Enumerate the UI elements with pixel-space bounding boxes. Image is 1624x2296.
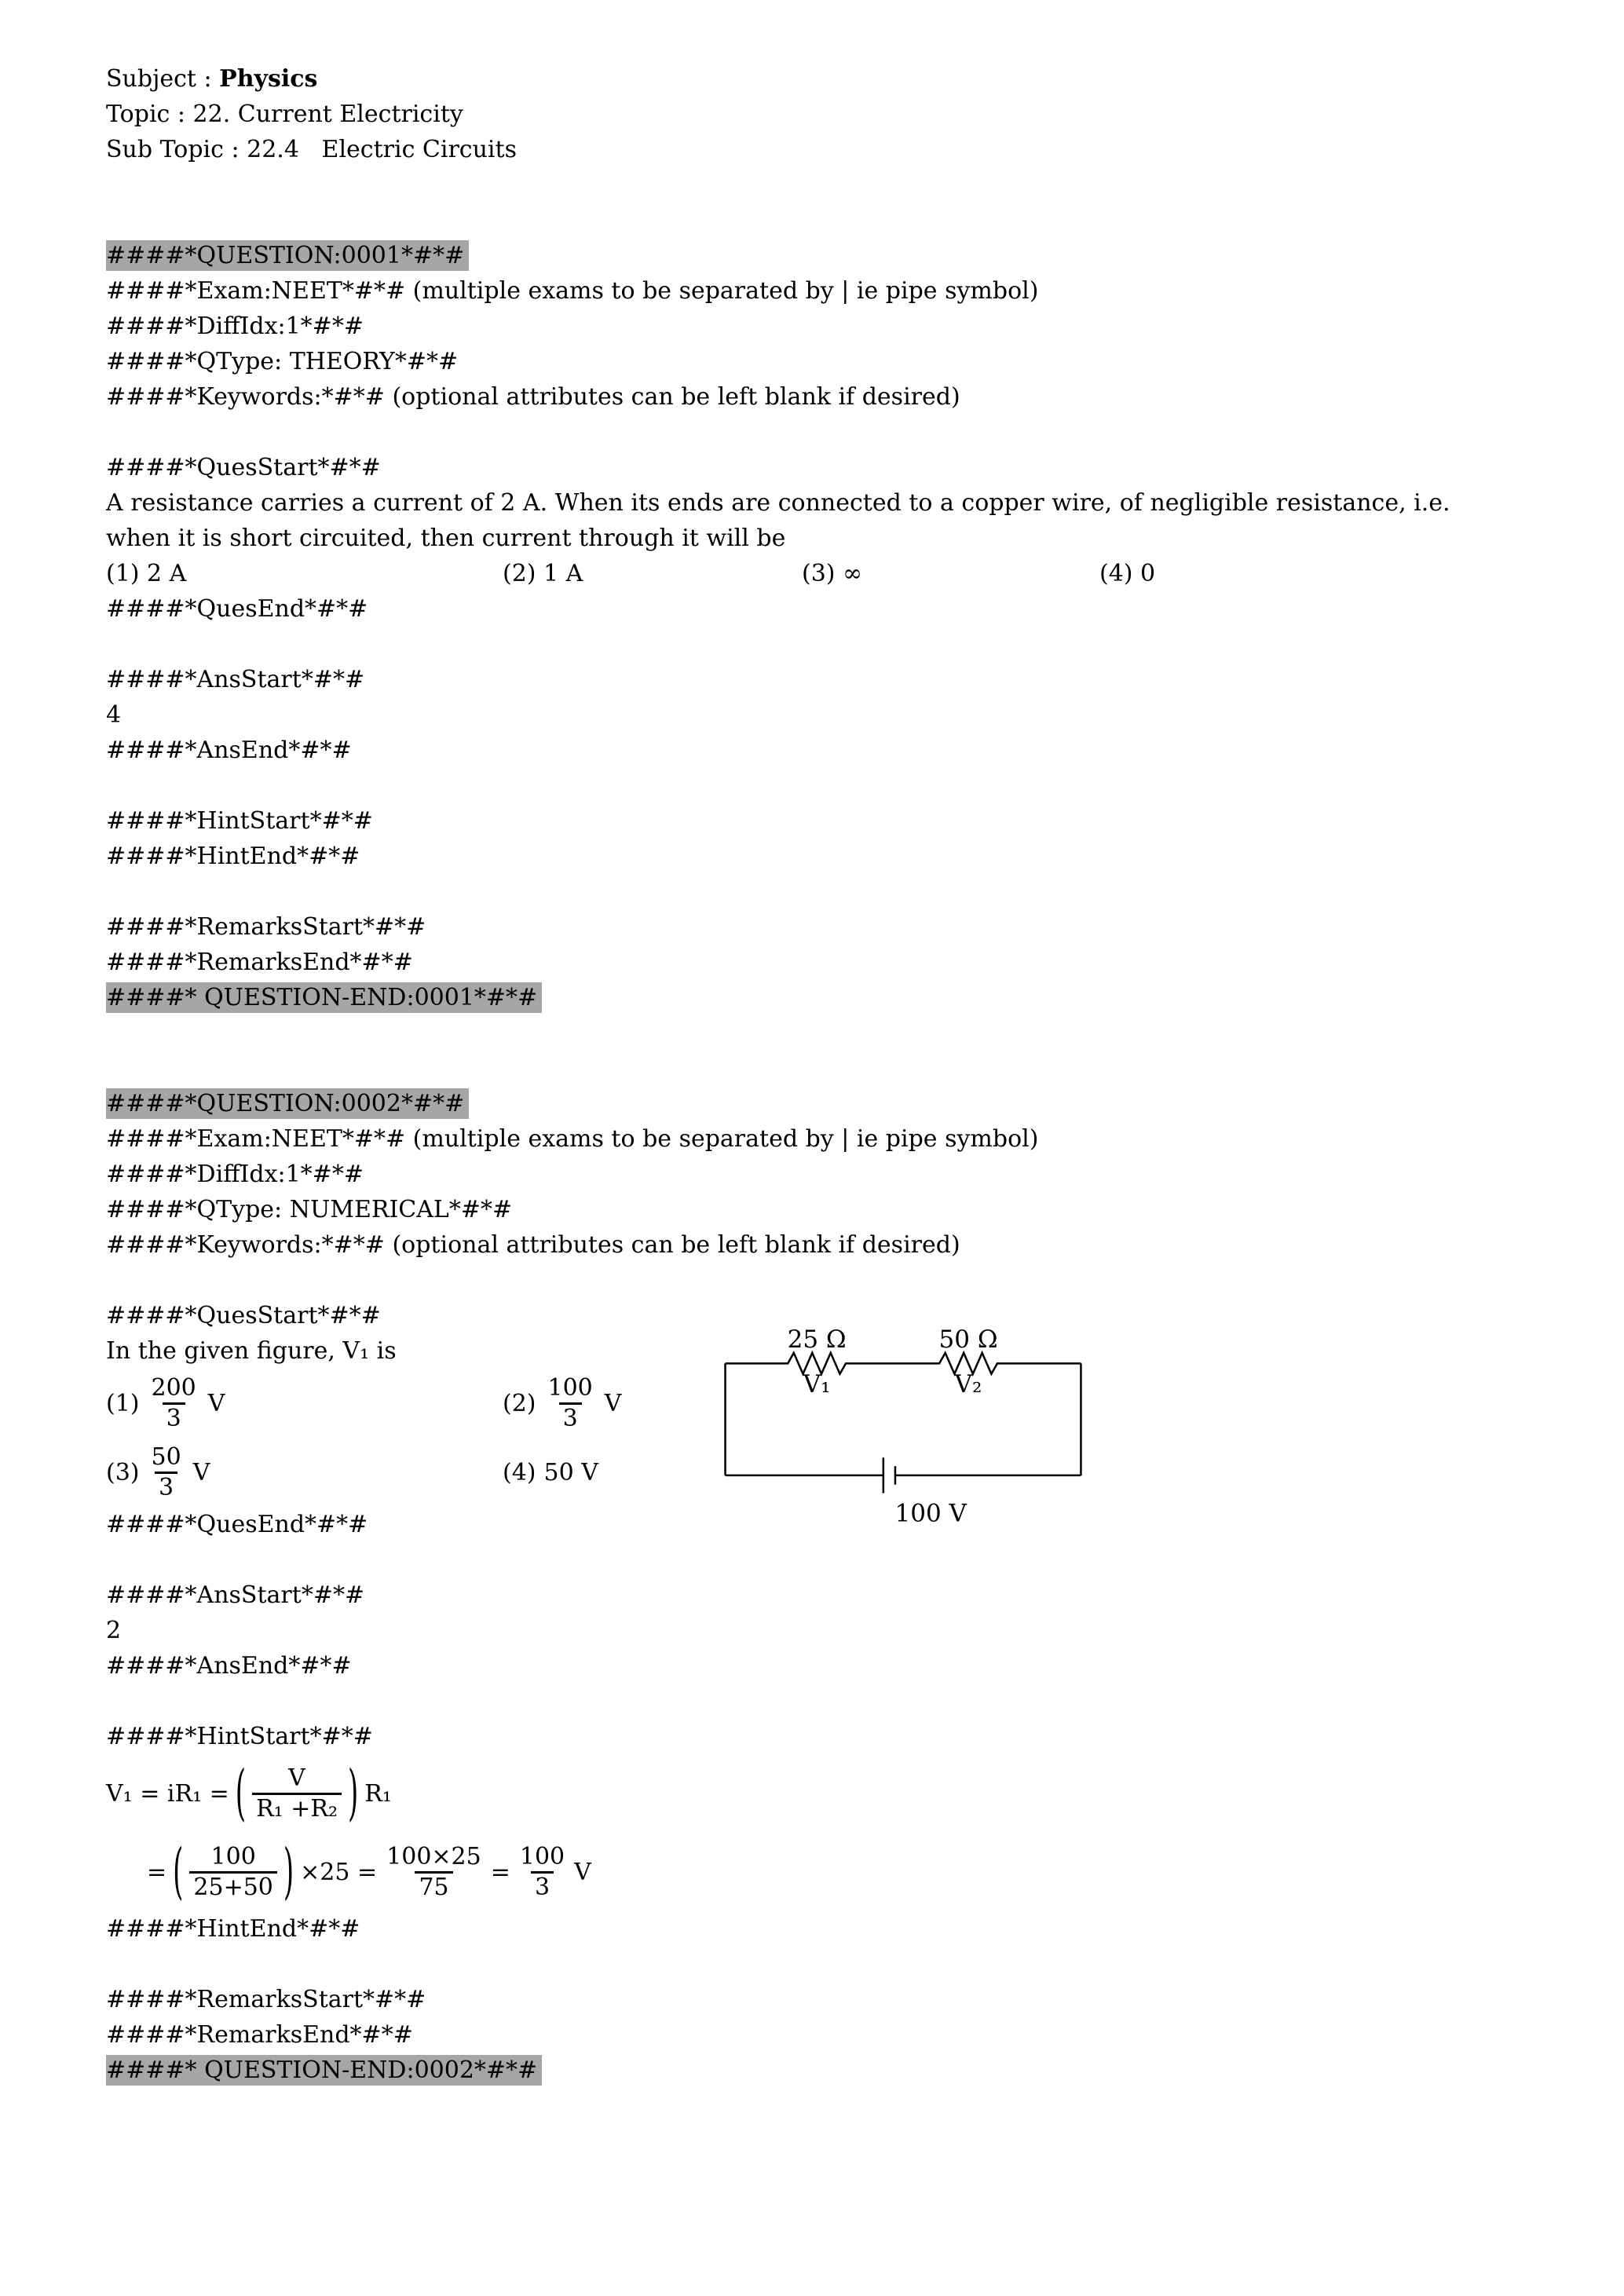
hint-fraction-100-over-3 [516, 1843, 569, 1901]
subtopic-line: Sub Topic : 22.4 Electric Circuits [106, 136, 517, 163]
q1-questionend-marker: ####* QUESTION-END:0001*#*# [106, 982, 542, 1013]
q1-exam-marker: ####*Exam:NEET*#*# (multiple exams to be separated by | ie pipe symbol) [106, 277, 1039, 305]
q2-option-4-label: (4) [503, 1458, 536, 1486]
subject-line [106, 61, 1518, 97]
subject-label: Subject : [106, 65, 220, 93]
q1-remarksstart-marker: ####*RemarksStart*#*# [106, 913, 426, 941]
q1-answer-value: 4 [106, 701, 122, 729]
q2-ansend-marker: ####*AnsEnd*#*# [106, 1652, 352, 1680]
q1-option-3: (3) ∞ [802, 560, 863, 587]
fraction-denominator: 3 [559, 1402, 582, 1432]
open-paren: ( [235, 1758, 247, 1829]
q2-question-marker: ####*QUESTION:0002*#*# [106, 1088, 469, 1119]
q2-option-3-fraction [148, 1443, 185, 1501]
q1-hintstart-marker: ####*HintStart*#*# [106, 807, 373, 835]
q2-option-2-label: (2) [503, 1389, 536, 1417]
blank-line [106, 874, 1518, 909]
q2-quesend-marker: ####*QuesEnd*#*# [106, 1511, 368, 1538]
q2-option-4-value: 50 V [543, 1458, 598, 1486]
q1-ansend-marker: ####*AnsEnd*#*# [106, 737, 352, 764]
q1-questionend-marker-line [106, 980, 1518, 1015]
fraction-denominator: 3 [531, 1871, 554, 1901]
fraction-numerator: 50 [151, 1443, 181, 1472]
blank-line [106, 1263, 1518, 1298]
close-paren: ) [347, 1758, 359, 1829]
q1-quesend-marker: ####*QuesEnd*#*# [106, 595, 368, 623]
open-paren: ( [173, 1837, 184, 1907]
fraction-numerator: 100×25 [386, 1843, 481, 1871]
fraction-numerator: V [288, 1764, 305, 1793]
q2-questionend-marker: ####* QUESTION-END:0002*#*# [106, 2055, 542, 2086]
hint-lhs: V₁ = iR₁ = [106, 1779, 229, 1808]
blank-line [106, 1542, 1518, 1578]
q2-option-3-label: (3) [106, 1458, 140, 1486]
subject-value: Physics [219, 65, 318, 93]
equals-sign: = [147, 1858, 167, 1886]
fraction-numerator: 100 [210, 1843, 256, 1871]
q2-hint-formula-line-2 [147, 1833, 1518, 1911]
q1-quesstart-marker: ####*QuesStart*#*# [106, 454, 381, 481]
q2-qtype-marker: ####*QType: NUMERICAL*#*# [106, 1196, 513, 1223]
question-block-1 [106, 238, 1518, 1015]
circuit-top-wire-with-resistors [726, 1353, 1081, 1374]
blank-line [106, 167, 1518, 203]
hint-rhs-r1: R₁ [364, 1779, 392, 1808]
blank-line [106, 203, 1518, 238]
circuit-diagram [719, 1324, 1088, 1528]
q2-question-marker-line [106, 1086, 1518, 1121]
battery-voltage-label: 100 V [894, 1499, 967, 1528]
blank-line [106, 768, 1518, 803]
fraction-denominator: R₁ +R₂ [252, 1793, 342, 1823]
hint-fraction-2500-over-75 [382, 1843, 485, 1901]
resistor2-value-label: 50 Ω [938, 1325, 998, 1355]
q2-option-3-unit: V [192, 1458, 210, 1486]
resistor1-value-label: 25 Ω [787, 1325, 847, 1355]
blank-line [106, 1684, 1518, 1719]
q2-ansstart-marker: ####*AnsStart*#*# [106, 1581, 365, 1609]
q2-option-1 [106, 1374, 503, 1432]
hint-fraction-100-over-75 [189, 1843, 276, 1901]
blank-line [106, 1051, 1518, 1086]
q1-question-marker: ####*QUESTION:0001*#*# [106, 240, 469, 271]
q2-hint-formula-line-1 [106, 1754, 1518, 1833]
v2-label: V₂ [954, 1370, 982, 1399]
q2-option-2-fraction [544, 1374, 597, 1432]
q1-question-text-line1: A resistance carries a current of 2 A. When its ends are connected to a copper wire, of negligible resistance, i.e. [106, 489, 1450, 517]
q2-keywords-marker: ####*Keywords:*#*# (optional attributes can be left blank if desired) [106, 1231, 960, 1259]
q2-quesstart-marker: ####*QuesStart*#*# [106, 1302, 381, 1329]
q2-questionend-marker-line [106, 2053, 1518, 2088]
q2-option-3 [106, 1443, 503, 1501]
fraction-numerator: 200 [151, 1374, 196, 1402]
hint-times-25: ×25 = [300, 1858, 378, 1886]
close-paren: ) [283, 1837, 294, 1907]
q2-option-1-label: (1) [106, 1389, 140, 1417]
hint-unit: V [574, 1858, 591, 1886]
q1-keywords-marker: ####*Keywords:*#*# (optional attributes can be left blank if desired) [106, 383, 960, 411]
q2-exam-marker: ####*Exam:NEET*#*# (multiple exams to be separated by | ie pipe symbol) [106, 1125, 1039, 1153]
q2-diffidx-marker: ####*DiffIdx:1*#*# [106, 1161, 364, 1188]
blank-line [106, 415, 1518, 450]
q1-hintend-marker: ####*HintEnd*#*# [106, 843, 360, 870]
topic-line: Topic : 22. Current Electricity [106, 101, 463, 128]
q2-answer-value: 2 [106, 1617, 122, 1644]
hint-fraction-v-over-r [252, 1764, 342, 1823]
blank-line [106, 1947, 1518, 1982]
q1-option-4: (4) 0 [1099, 560, 1156, 587]
q1-diffidx-marker: ####*DiffIdx:1*#*# [106, 313, 364, 340]
blank-line [106, 627, 1518, 662]
blank-line [106, 1015, 1518, 1051]
q2-option-1-unit: V [207, 1389, 225, 1417]
fraction-denominator: 3 [155, 1472, 177, 1501]
q1-option-1: (1) 2 A [106, 560, 187, 587]
q1-ansstart-marker: ####*AnsStart*#*# [106, 666, 365, 693]
q1-qtype-marker: ####*QType: THEORY*#*# [106, 348, 459, 375]
q1-remarksend-marker: ####*RemarksEnd*#*# [106, 949, 413, 976]
q2-hintend-marker: ####*HintEnd*#*# [106, 1915, 360, 1943]
q2-remarksend-marker: ####*RemarksEnd*#*# [106, 2021, 413, 2049]
q2-question-text: In the given figure, V₁ is [106, 1337, 397, 1365]
q2-hintstart-marker: ####*HintStart*#*# [106, 1723, 373, 1750]
v1-label: V₁ [803, 1370, 831, 1399]
question-block-2 [106, 1086, 1518, 2088]
q1-question-marker-line [106, 238, 1518, 273]
equals-sign: = [490, 1858, 510, 1886]
fraction-denominator: 3 [163, 1402, 185, 1432]
q2-remarksstart-marker: ####*RemarksStart*#*# [106, 1986, 426, 2013]
fraction-denominator: 75 [415, 1871, 452, 1901]
q2-option-1-fraction [148, 1374, 200, 1432]
q1-options-row [106, 556, 1518, 591]
q1-question-text-line2: when it is short circuited, then current through it will be [106, 525, 786, 552]
fraction-numerator: 100 [547, 1374, 593, 1402]
q2-option-2-unit: V [604, 1389, 622, 1417]
q1-option-2: (2) 1 A [503, 560, 583, 587]
fraction-numerator: 100 [519, 1843, 565, 1871]
fraction-denominator: 25+50 [189, 1871, 276, 1901]
